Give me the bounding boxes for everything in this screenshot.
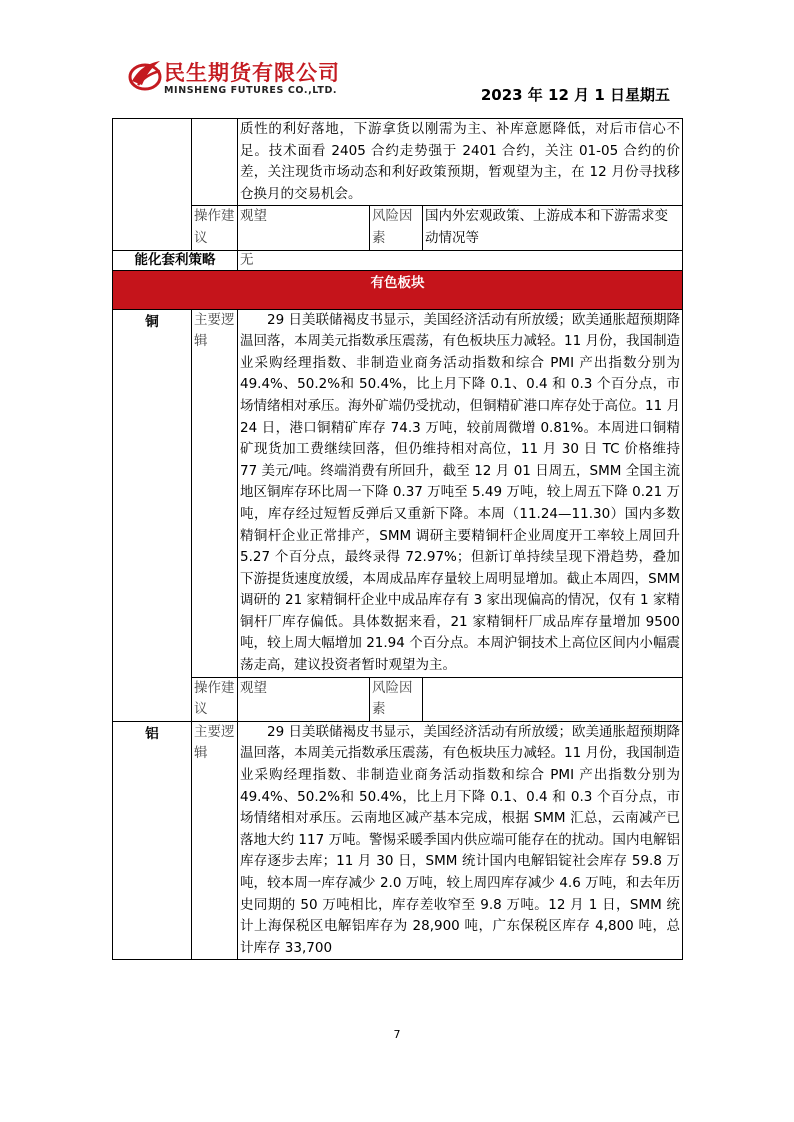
aluminum-logic-label: 主要逻辑 <box>192 721 238 960</box>
copper-name: 铜 <box>113 309 192 721</box>
risk-value: 国内外宏观政策、上游成本和下游需求变动情况等 <box>423 206 683 250</box>
company-logo <box>128 55 368 103</box>
continued-logic-text: 质性的利好落地，下游拿货以刚需为主、补库意愿降低，对后市信心不足。技术面看 2405 合约走势强于 2401 合约，关注 01-05 合约的价差，关注现货市场动态和利好政策预期，暂观望为主，在 12 月份寻找移仓换月的交易机会。 <box>238 119 683 206</box>
copper-risk-value <box>423 677 683 721</box>
copper-risk-label: 风险因素 <box>370 677 423 721</box>
copper-operation-label: 操作建议 <box>192 677 238 721</box>
table-row <box>113 309 683 677</box>
table-row <box>113 119 683 206</box>
minsheng-logo-icon <box>128 55 162 95</box>
page-number: 7 <box>393 1028 401 1041</box>
table-row <box>113 250 683 270</box>
table-row <box>113 206 683 250</box>
operation-value: 观望 <box>238 206 370 250</box>
copper-operation-value: 观望 <box>238 677 370 721</box>
strategy-name: 能化套利策略 <box>113 250 238 270</box>
copper-logic-label: 主要逻辑 <box>192 309 238 677</box>
company-name-cn: 民生期货有限公司 <box>164 61 340 85</box>
risk-label: 风险因素 <box>370 206 423 250</box>
table-row <box>113 270 683 309</box>
report-date: 2023 年 12 月 1 日星期五 <box>480 86 670 104</box>
aluminum-logic-text: 29 日美联储褐皮书显示，美国经济活动有所放缓；欧美通胀超预期降温回落，本周美元指数承压震荡，有色板块压力减轻。11 月份，我国制造业采购经理指数、非制造业商务活动指数和综合 PMI 产出指数分别为 49.4%、50.2%和 50.4%，比上月下降 0.1、0.4 和 0.3 个百分点，市场情绪相对承压。云南地区减产基本完成，根据 SMM 汇总，云南减产已落地大约 117 万吨。警惕采暖季国内供应端可能存在的扰动。国内电解铝库存逐步去库；11 月 30 日，SMM 统计国内电解铝锭社会库存 59.8 万吨，较本周一库存减少 2.0 万吨，较上周四库存减少 4.6 万吨，和去年历史同期的 50 万吨相比，库存差收窄至 9.8 万吨。12 月 1 日，SMM 统计上海保税区电解铝库存为 28,900 吨，广东保税区库存 4,800 吨，总计库存 33,700 <box>238 721 683 960</box>
logic-label-cell <box>192 119 238 206</box>
company-name-en: MINSHENG FUTURES CO.,LTD. <box>164 85 338 96</box>
table-row <box>113 677 683 721</box>
aluminum-name: 铝 <box>113 721 192 960</box>
section-banner: 有色板块 <box>113 270 683 309</box>
section-name-cell <box>113 119 192 251</box>
operation-label: 操作建议 <box>192 206 238 250</box>
report-table <box>112 118 683 960</box>
strategy-value: 无 <box>238 250 683 270</box>
copper-logic-text: 29 日美联储褐皮书显示，美国经济活动有所放缓；欧美通胀超预期降温回落，本周美元指数承压震荡，有色板块压力减轻。11 月份，我国制造业采购经理指数、非制造业商务活动指数和综合 PMI 产出指数分别为 49.4%、50.2%和 50.4%，比上月下降 0.1、0.4 和 0.3 个百分点，市场情绪相对承压。海外矿端仍受扰动，但铜精矿港口库存处于高位。11 月 24 日，港口铜精矿库存 74.3 万吨，较前周微增 0.81%。本周进口铜精矿现货加工费继续回落，但仍维持相对高位，11 月 30 日 TC 价格维持 77 美元/吨。终端消费有所回升，截至 12 月 01 日周五，SMM 全国主流地区铜库存环比周一下降 0.37 万吨至 5.49 万吨，较上周五下降 0.21 万吨，库存经过短暂反弹后又重新下降。本周（11.24—11.30）国内多数精铜杆企业正常排产，SMM 调研主要精铜杆企业周度开工率较上周回升 5.27 个百分点，最终录得 72.97%；但新订单持续呈现下滑趋势，叠加下游提货速度放缓，本周成品库存量较上周明显增加。截止本周四，SMM 调研的 21 家精铜杆企业中成品库存有 3 家出现偏高的情况，仅有 1 家精铜杆厂库存偏低。具体数据来看，21 家精铜杆厂成品库存量增加 9500 吨，较上周大幅增加 21.94 个百分点。本周沪铜技术上高位区间内小幅震荡走高，建议投资者暂时观望为主。 <box>238 309 683 677</box>
table-row <box>113 721 683 960</box>
